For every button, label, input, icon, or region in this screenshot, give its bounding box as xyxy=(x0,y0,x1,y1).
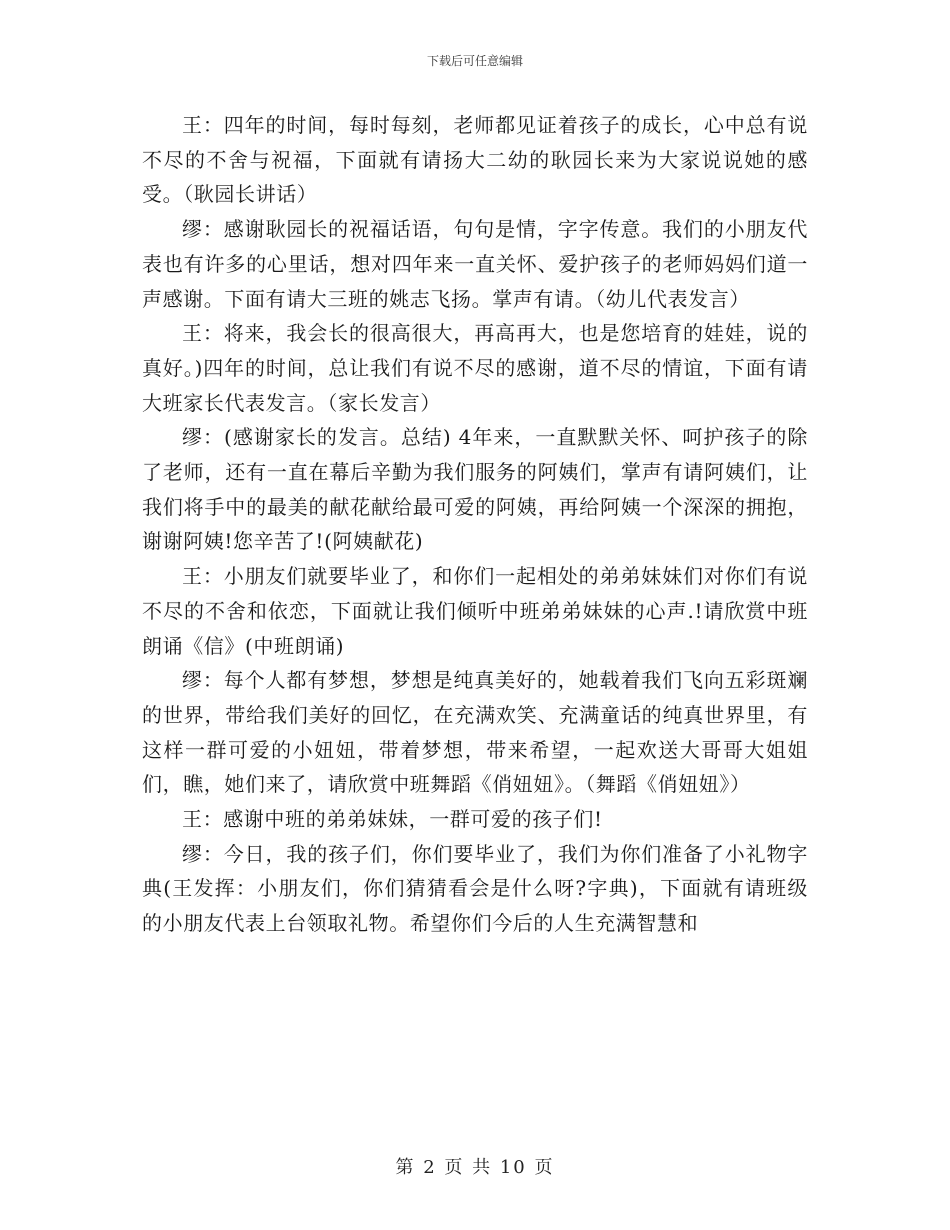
paragraph: 缪：(感谢家长的发言。总结) 4年来，一直默默关怀、呵护孩子的除了老师，还有一直在幕后辛勤为我们服务的阿姨们，掌声有请阿姨们，让我们将手中的最美的献花献给最可爱的阿姨，再给阿姨一个深深的拥抱，谢谢阿姨!您辛苦了!(阿姨献花) xyxy=(142,425,808,554)
paragraph: 王：四年的时间，每时每刻，老师都见证着孩子的成长，心中总有说不尽的不舍与祝福，下面就有请扬大二幼的耿园长来为大家说说她的感受。（耿园长讲话） xyxy=(142,113,808,207)
page-header: 下载后可任意编辑 xyxy=(426,54,523,68)
paragraph: 王：小朋友们就要毕业了，和你们一起相处的弟弟妹妹们对你们有说不尽的不舍和依恋，下面就让我们倾听中班弟弟妹妹的心声.!请欣赏中班朗诵《信》(中班朗诵) xyxy=(142,564,808,658)
paragraph: 缪：今日，我的孩子们，你们要毕业了，我们为你们准备了小礼物字典(王发挥：小朋友们，你们猜猜看会是什么呀?字典)，下面就有请班级的小朋友代表上台领取礼物。希望你们今后的人生充满智慧和 xyxy=(142,841,808,936)
paragraph: 缪：每个人都有梦想，梦想是纯真美好的，她载着我们飞向五彩斑斓的世界，带给我们美好的回忆，在充满欢笑、充满童话的纯真世界里，有这样一群可爱的小妞妞，带着梦想，带来希望，一起欢送大哥哥大姐姐们，瞧，她们来了，请欣赏中班舞蹈《俏妞妞》。（舞蹈《俏妞妞》） xyxy=(142,668,808,797)
paragraph: 王：感谢中班的弟弟妹妹，一群可爱的孩子们! xyxy=(182,807,603,832)
paragraph: 缪：感谢耿园长的祝福话语，句句是情，字字传意。我们的小朋友代表也有许多的心里话，想对四年来一直关怀、爱护孩子的老师妈妈们道一声感谢。下面有请大三班的姚志飞扬。掌声有请。（幼儿代表发言） xyxy=(142,217,808,311)
paragraph: 王：将来，我会长的很高很大，再高再大，也是您培育的娃娃，说的真好。)四年的时间，总让我们有说不尽的感谢，道不尽的情谊，下面有请大班家长代表发言。（家长发言） xyxy=(142,321,808,415)
page-number-footer: 第 2 页 共 10 页 xyxy=(395,1157,555,1178)
document-body xyxy=(142,108,808,941)
